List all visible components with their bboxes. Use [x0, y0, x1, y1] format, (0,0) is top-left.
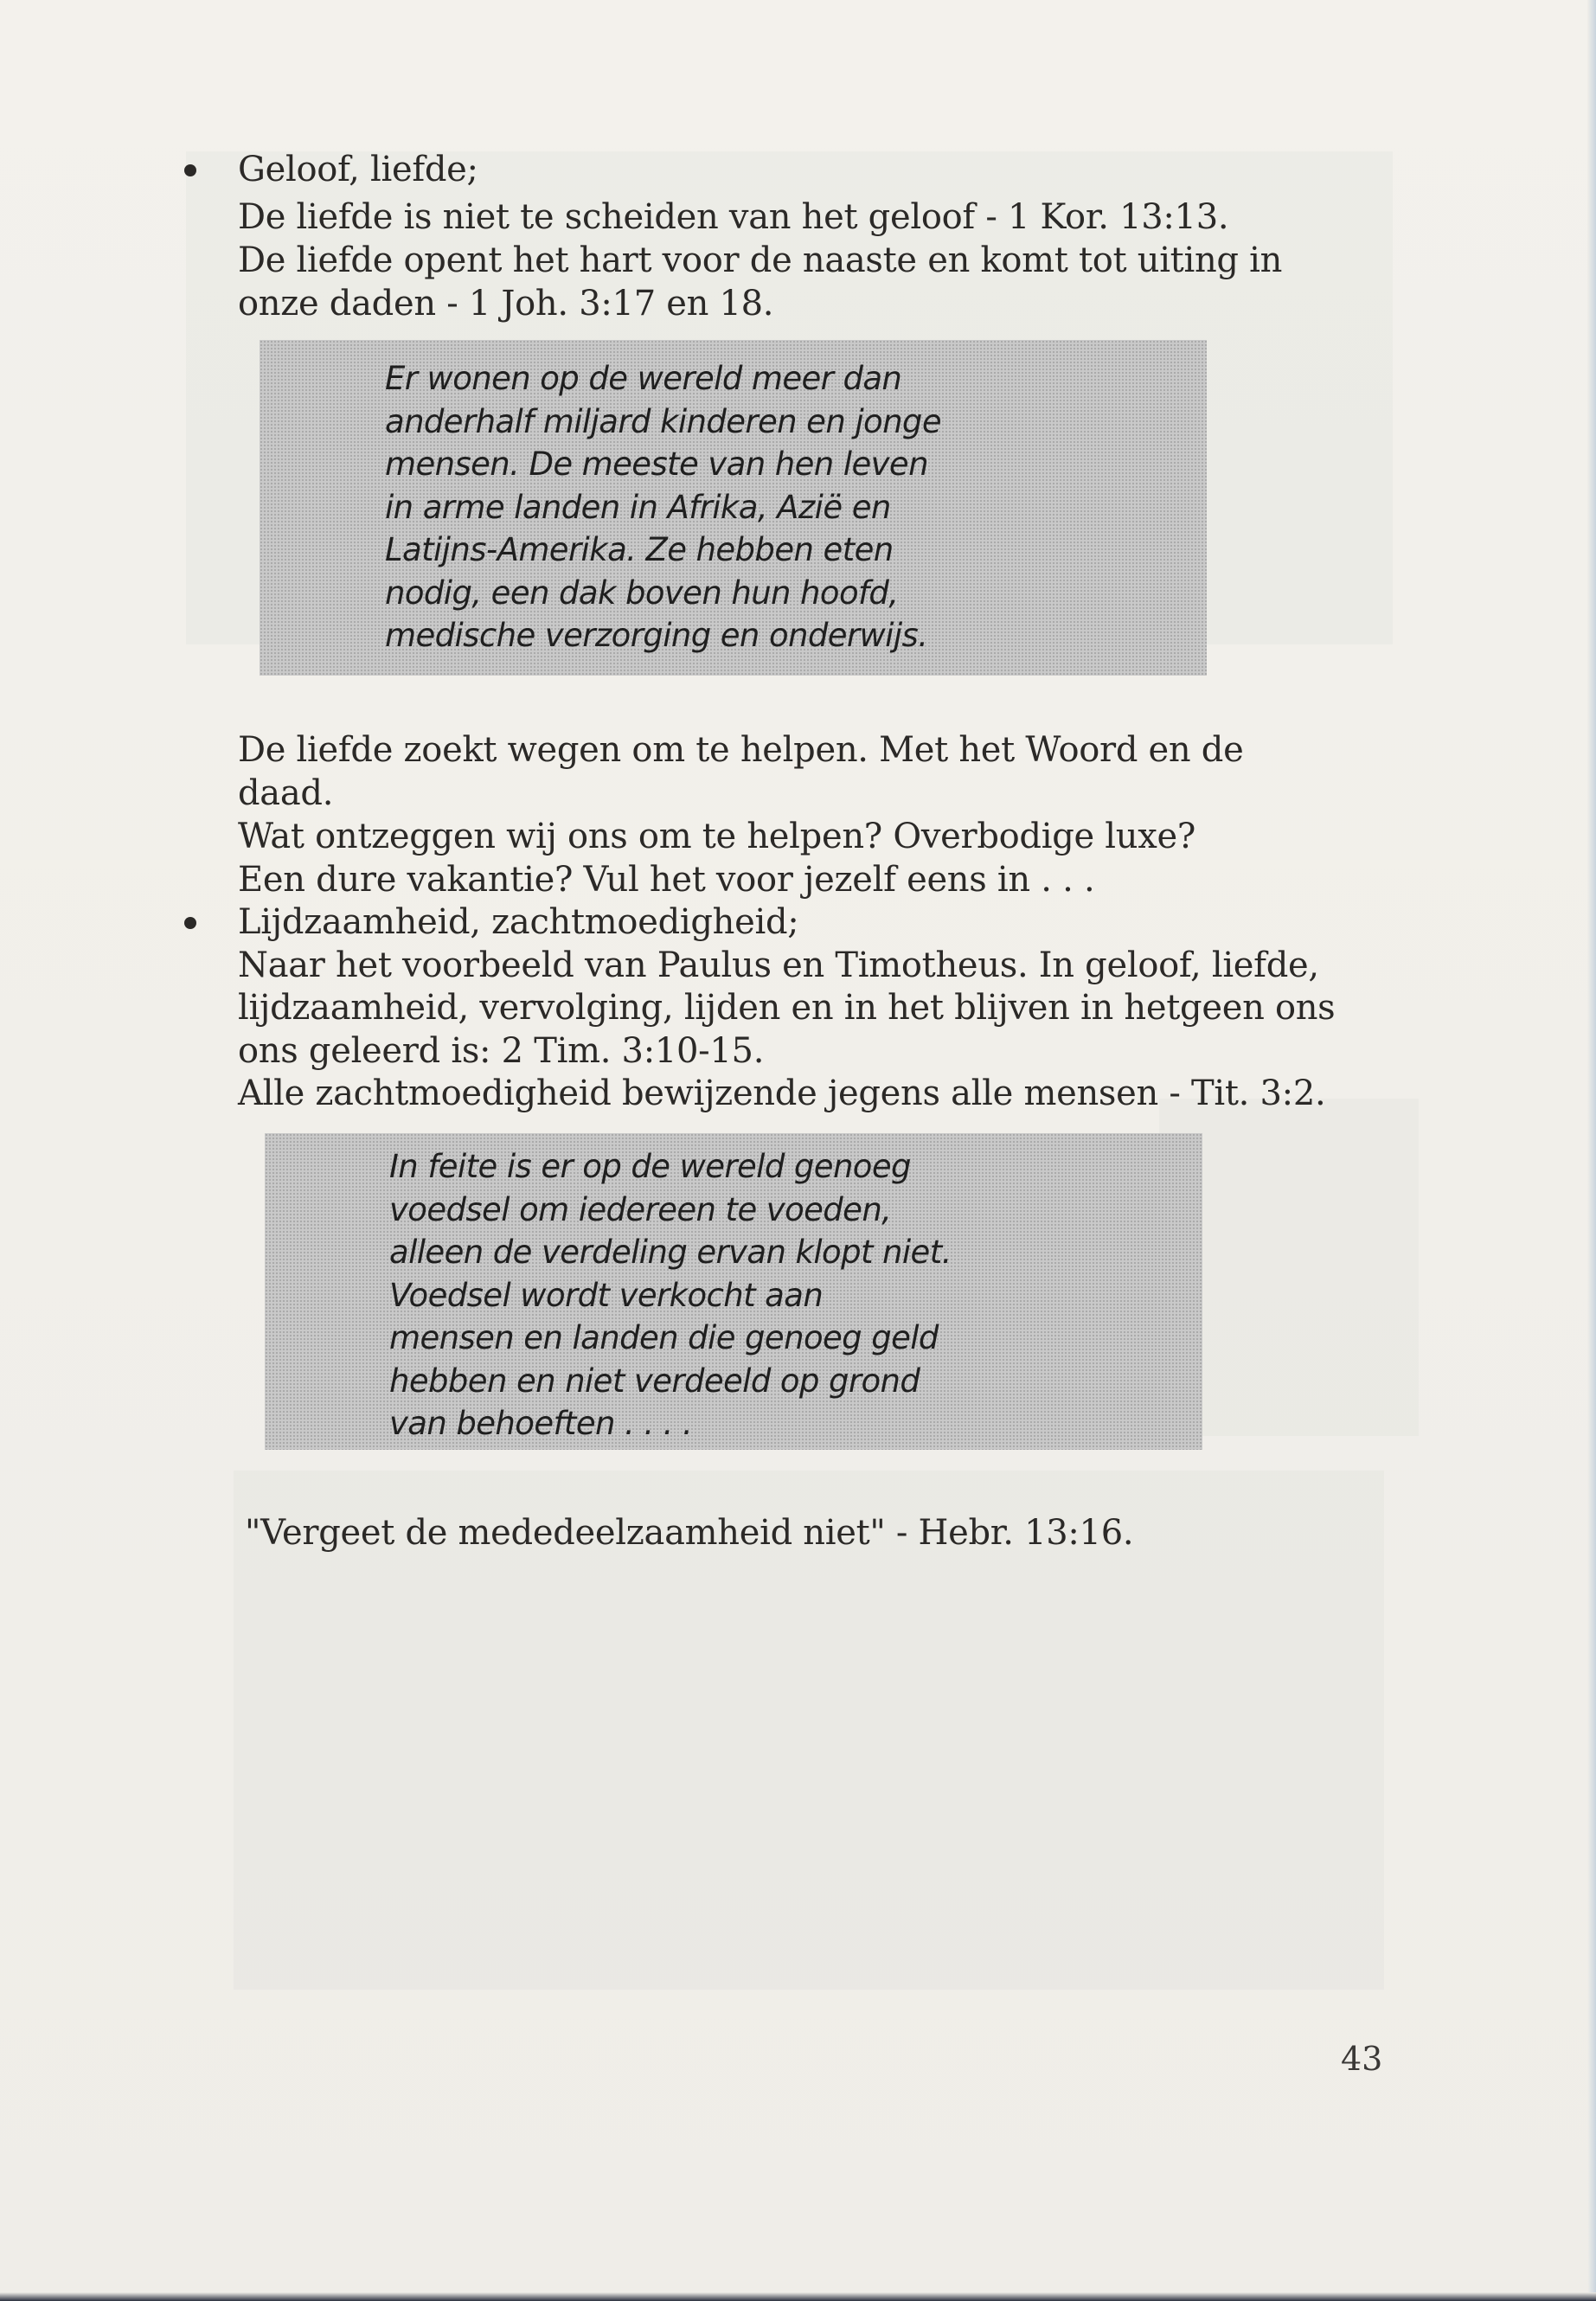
- paragraph-line: Een dure vakantie? Vul het voor jezelf eens in . . .: [238, 860, 1095, 900]
- callout-line: Er wonen op de wereld meer dan: [385, 360, 902, 397]
- callout-line: nodig, een dak boven hun hoofd,: [385, 574, 899, 612]
- paragraph-line: Alle zachtmoedigheid bewijzende jegens alle mensen - Tit. 3:2.: [238, 1074, 1326, 1113]
- callout-line: voedsel om iedereen te voeden,: [389, 1191, 892, 1228]
- paragraph-line: daad.: [238, 773, 334, 813]
- bullet-marker: [184, 164, 196, 176]
- callout-line: hebben en niet verdeeld op grond: [389, 1362, 920, 1400]
- callout-line: medische verzorging en onderwijs.: [385, 617, 928, 654]
- paragraph-line: onze daden - 1 Joh. 3:17 en 18.: [238, 284, 774, 324]
- callout-line: in arme landen in Afrika, Azië en: [385, 489, 891, 526]
- callout-line: mensen en landen die genoeg geld: [389, 1319, 939, 1356]
- callout-line: mensen. De meeste van hen leven: [385, 445, 928, 483]
- paragraph-line: lijdzaamheid, vervolging, lijden en in het blijven in hetgeen ons: [238, 988, 1336, 1028]
- callout-line: Voedsel wordt verkocht aan: [389, 1277, 824, 1314]
- paragraph-line: De liefde opent het hart voor de naaste en komt tot uiting in: [238, 240, 1283, 280]
- paragraph-line: De liefde is niet te scheiden van het geloof - 1 Kor. 13:13.: [238, 197, 1229, 237]
- paragraph-line: Wat ontzeggen wij ons om te helpen? Overbodige luxe?: [238, 817, 1196, 856]
- section-heading-geloof: Geloof, liefde;: [238, 150, 478, 189]
- callout-line: van behoeften . . . .: [389, 1405, 693, 1442]
- page-number: 43: [1341, 2040, 1383, 2078]
- page-edge-bottom: [0, 2292, 1596, 2301]
- paragraph-line: De liefde zoekt wegen om te helpen. Met het Woord en de: [238, 730, 1244, 770]
- callout-line: In feite is er op de wereld genoeg: [389, 1148, 911, 1185]
- section-heading-lijdzaamheid: Lijdzaamheid, zachtmoedigheid;: [238, 902, 799, 942]
- paragraph-line: ons geleerd is: 2 Tim. 3:10-15.: [238, 1031, 765, 1071]
- page-edge-right: [1587, 0, 1596, 2301]
- paragraph-line: Naar het voorbeeld van Paulus en Timotheus. In geloof, liefde,: [238, 945, 1319, 985]
- callout-line: alleen de verdeling ervan klopt niet.: [389, 1234, 952, 1271]
- bullet-marker: [184, 917, 196, 929]
- callout-line: Latijns-Amerika. Ze hebben eten: [385, 531, 894, 568]
- closing-quote: "Vergeet de mededeelzaamheid niet" - Hebr. 13:16.: [245, 1513, 1134, 1553]
- callout-line: anderhalf miljard kinderen en jonge: [385, 403, 941, 440]
